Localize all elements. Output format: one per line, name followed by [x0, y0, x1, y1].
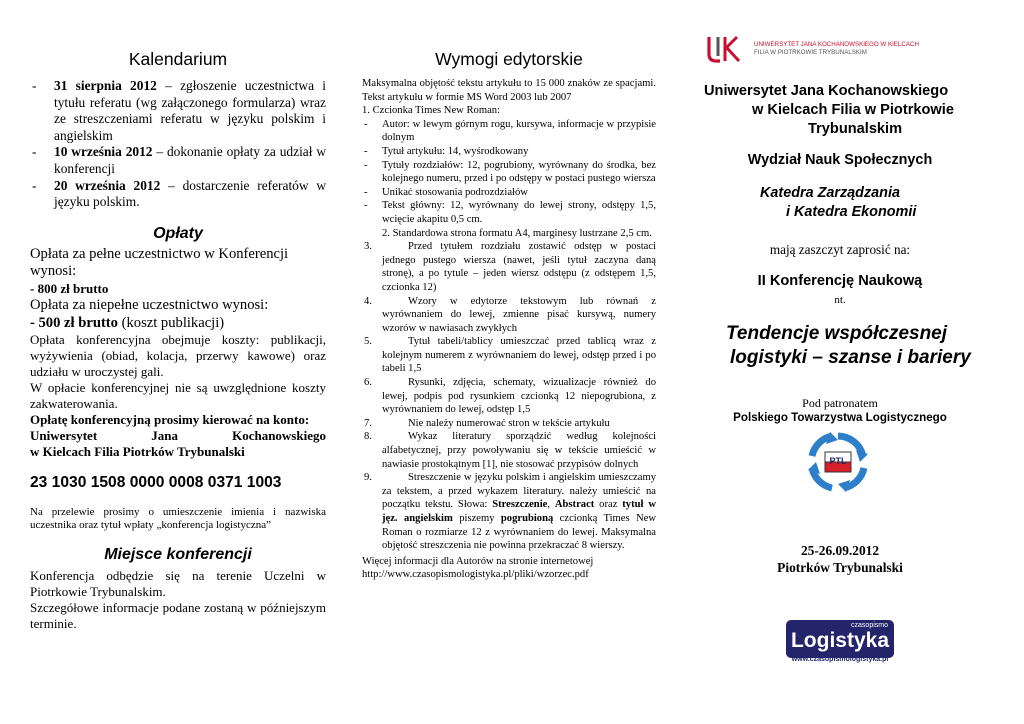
list-item: - Unikać stosowania podrozdziałów [364, 186, 528, 198]
fees-title: Opłaty [153, 224, 203, 242]
calendar-fees-column [30, 0, 326, 632]
list-item: - Autor: w lewym górnym rogu, kursywa, informacje w przypisie dolnym [364, 118, 656, 144]
requirements-item-2: 2. Standardowa strona formatu A4, marginesy lustrzane 2,5 cm. [382, 227, 652, 239]
venue-section [30, 568, 326, 632]
fees-partial-label: Opłata za niepełne uczestnictwo wynosi: [30, 296, 269, 313]
fees-full-label: Opłata za pełne uczestnictwo w Konferencji wynosi: [30, 245, 289, 280]
list-item: - Tekst główny: 12, wyrównany do lewej strony, odstępy 1,5, wcięcie akapitu 0,5 cm. [364, 200, 656, 225]
logistyka-logo-small: czasopismo [851, 622, 888, 629]
ptl-logo [808, 432, 868, 492]
requirements-footer-link[interactable]: http://www.czasopismologistyka.pl/pliki/wzorzec.pdf [362, 569, 589, 581]
chair-names: Katedra Zarządzania i Katedra Ekonomii [760, 185, 917, 220]
account-name-line-1: Uniwersytet Jana Kochanowskiego [30, 428, 326, 444]
requirements-font-item: 1. Czcionka Times New Roman: [362, 105, 501, 117]
calendar-list [30, 78, 326, 211]
invite-text: mają zaszczyt zaprosić na: [769, 242, 911, 257]
list-item: - Tytuł artykułu: 14, wyśrodkowany [364, 145, 529, 157]
list-item: 6. Rysunki, zdjęcia, schematy, wizualizacje również do lewej, podpis pod rysunkiem czcionką 12 niepogrubiona, z wyrównaniem do lewej, odstęp 1,5 [364, 377, 656, 416]
conference-topic: Tendencje współczesnej logistyki – szanse i bariery [726, 323, 971, 368]
venue-title: Miejsce konferencji [104, 546, 252, 564]
university-name: Uniwersytet Jana Kochanowskiego w Kielcach Filia w Piotrkowie Trybunalskim [704, 83, 954, 137]
ujk-logo-text: UNIWERSYTET JANA KOCHANOWSKIEGO W KIELCACH FILIA W PIOTRKOWIE TRYBUNALSKIM [754, 41, 919, 56]
logistyka-url[interactable]: www.czasopismologistyka.pl [791, 656, 889, 663]
requirements-numbered [362, 240, 656, 553]
faculty-name: Wydział Nauk Społecznych [747, 152, 933, 168]
patronage-line-1: Pod patronatem [802, 396, 878, 410]
fees-transfer-intro: Opłatę konferencyjną prosimy kierować na konto: [30, 412, 310, 428]
calendar-item: - 20 września 2012 – dostarczenie referatów w języku polskim. [32, 177, 326, 210]
list-item: - Tytuły rozdziałów: 12, pogrubiony, wyrównany do środka, bez kolejnego numeru, przed i po odstępy w postaci pustego wiersza [364, 159, 656, 185]
ptl-logo-text: PTL [829, 456, 847, 466]
venue-text-2: Szczegółowe informacje podane zostaną w późniejszym terminie. [30, 600, 326, 632]
logistyka-logo [786, 620, 894, 658]
venue-text-1: Konferencja odbędzie się na terenie Uczelni w Piotrkowie Trybunalskim. [30, 568, 326, 600]
fees-excludes: W opłacie konferencyjnej nie są uwzględnione koszty zakwaterowania. [30, 380, 326, 412]
requirements-footer-1: Więcej informacji dla Autorów na stronie internetowej [362, 555, 594, 567]
calendar-item: - 31 sierpnia 2012 – zgłoszenie uczestnictwa i tytułu referatu (wg załączonego formularza) wraz ze streszczeniami referatu w języku polskim i angielskim [32, 78, 326, 143]
list-item: 7. Nie należy numerować stron w tekście artykułu [364, 417, 610, 429]
list-item: 9. Streszczenie w języku polskim i angielskim umieszczamy za tekstem, a przed wykazem literatury. należy umieścić na początku tekstu. Słowa: Streszczenie, Abstract oraz tytuł w jęz. angielskim piszemy pogrubioną czcionką Times New Roman o rozmiarze 12 z wyrównaniem do lewej. Maksymalna objętość streszczenia nie powinna przekraczać 8 wierszy. [364, 472, 656, 552]
requirements-intro: Maksymalna objętość tekstu artykułu to 15 000 znaków ze spacjami. Tekst artykułu w formie MS Word 2003 lub 2007 [362, 78, 656, 103]
logistyka-logo-name: Logistyka [790, 629, 890, 652]
patronage-line-2: Polskiego Towarzystwa Logistycznego [733, 411, 947, 424]
ujk-logo-mark-icon [706, 34, 746, 64]
requirements-title: Wymogi edytorskie [435, 49, 583, 69]
account-name-line-2: w Kielcach Filia Piotrków Trybunalski [30, 444, 245, 460]
list-item: 8. Wykaz literatury sporządzić według kolejności alfabetycznej, przy powoływaniu się w tekście umieścić w nawiasie prostokątnym [1], nie stosować przypisów dolnych [364, 431, 656, 470]
account-number: 23 1030 1508 0000 0008 0371 1003 [30, 474, 282, 492]
calendar-title: Kalendarium [128, 49, 228, 69]
list-item: 3. Przed tytułem rozdziału zostawić odstęp w postaci jednego pustego wiersza (nawet, jeśli tytuł zaczyna daną stronę), a po tytule – jeden wiersz odstępu (z odstępem 1,5, czcionka 12) [364, 241, 656, 293]
ujk-logo [706, 34, 966, 64]
fees-full-amount: - 800 zł brutto [30, 280, 109, 296]
conference-name: II Konferencję Naukową [757, 273, 923, 289]
transfer-note: Na przelewie prosimy o umieszczenie imienia i nazwiska uczestnika oraz tytuł wpłaty „konferencja logistyczna” [30, 506, 326, 532]
requirements-column [362, 0, 656, 582]
nt-label: nt. [834, 294, 846, 306]
conference-city: Piotrków Trybunalski [777, 560, 903, 575]
list-item: 4. Wzory w edytorze tekstowym lub równań z wyrównaniem do lewej, zmienne pisać kursywą, numery wzorów w nawiasach zwykłych [364, 295, 656, 334]
fees-covers: Opłata konferencyjna obejmuje koszty: publikacji, wyżywienia (obiad, kolacja, przerwy kawowe) oraz udziału w uroczystej gali. [30, 332, 326, 380]
conference-dates: 25-26.09.2012 [800, 543, 880, 558]
calendar-item: - 10 września 2012 – dokonanie opłaty za udział w konferencji [32, 144, 326, 176]
requirements-bullets [362, 118, 656, 227]
list-item: 5. Tytuł tabeli/tablicy umieszczać przed tablicą wraz z kolejnym numerem z wyrównaniem do lewej, odstęp przed i po tabeli 1,5 [364, 336, 656, 375]
fees-section [30, 246, 326, 532]
fees-partial-line: - 500 zł brutto (koszt publikacji) [30, 314, 225, 331]
